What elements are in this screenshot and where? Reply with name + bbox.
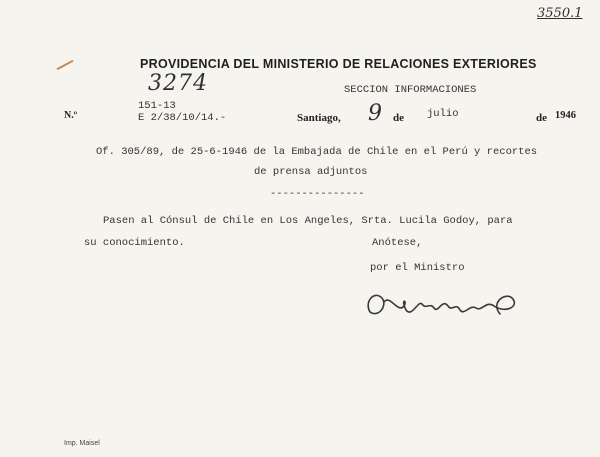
- signature-text: Oscar Rui: [368, 320, 404, 328]
- printer-imprint: Imp. Maisel: [64, 440, 100, 447]
- anotese-text: Anótese,: [372, 237, 423, 249]
- archive-number: 3550.1: [537, 6, 583, 21]
- body-line-2: su conocimiento.: [84, 237, 185, 249]
- reference-line-2: E 2/38/10/14.-: [138, 112, 227, 124]
- subject-line-2: de prensa adjuntos: [254, 166, 368, 178]
- signature: [360, 284, 530, 330]
- date-place: Santiago,: [297, 112, 341, 124]
- date-de-2: de: [536, 112, 547, 124]
- subject-line-1: Of. 305/89, de 25-6-1946 de la Embajada de Chile en el Perú y recortes: [96, 146, 538, 158]
- number-label: N.º: [64, 110, 78, 121]
- date-month: julio: [427, 108, 459, 120]
- date-year: 1946: [555, 110, 576, 121]
- handwritten-number: 3274: [148, 71, 208, 96]
- date-day: 9: [368, 101, 382, 126]
- subject-separator: ---------------: [270, 188, 365, 200]
- section-label: SECCION INFORMACIONES: [344, 84, 477, 96]
- por-el-ministro: por el Ministro: [370, 262, 465, 274]
- body-line-1: Pasen al Cónsul de Chile en Los Angeles, Srta. Lucila Godoy, para: [103, 215, 513, 227]
- date-de-1: de: [393, 112, 404, 124]
- ministry-heading: PROVIDENCIA DEL MINISTERIO DE RELACIONES EXTERIORES: [140, 57, 537, 71]
- reference-line-1: 151-13: [138, 100, 176, 112]
- signature-graphic: [360, 284, 530, 330]
- pencil-mark: [57, 60, 74, 70]
